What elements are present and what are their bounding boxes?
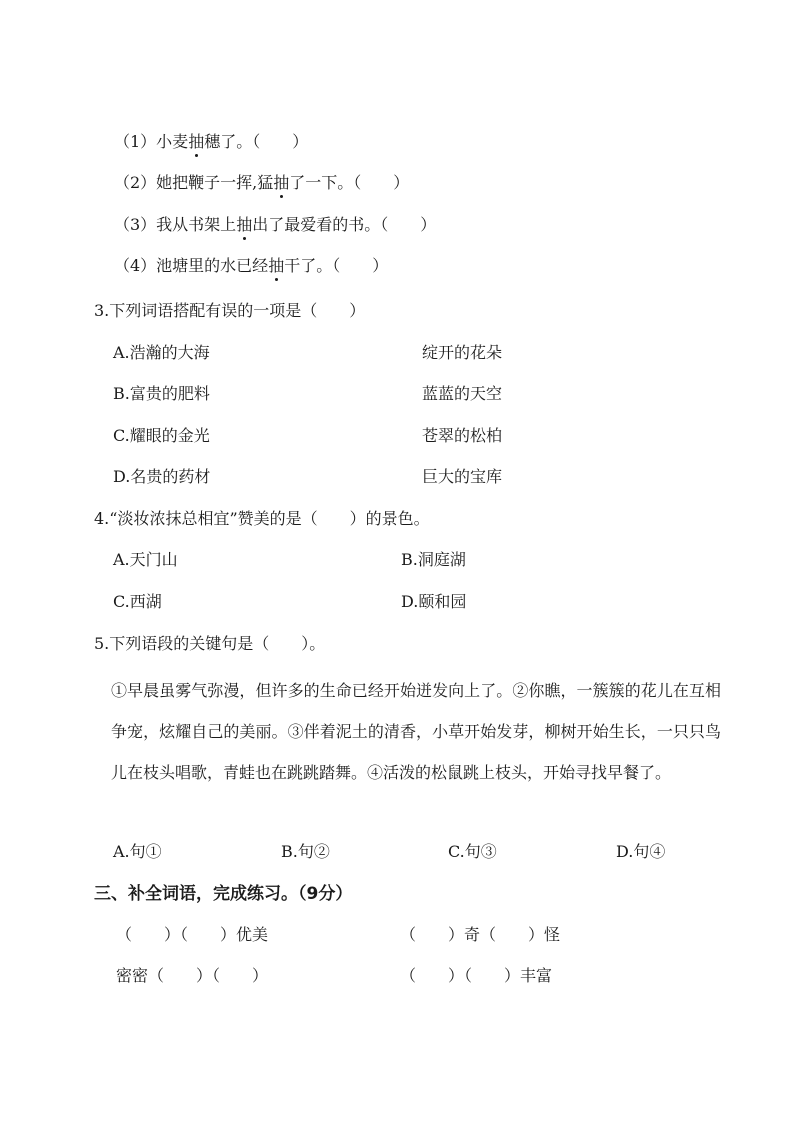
q2-item-2 [114, 173, 409, 193]
q3-option-a-pair: 绽开的花朵 [422, 343, 503, 362]
q5-stem: 5.下列语段的关键句是（ ）。 [94, 634, 326, 653]
q2-item-3 [114, 215, 436, 235]
q3-stem: 3.下列词语搭配有误的一项是（ ） [94, 301, 366, 320]
q3-option-c-pair: 苍翠的松柏 [422, 426, 503, 445]
q2-item-3-marked-char: 抽 [236, 215, 253, 234]
q4-option-b: B.洞庭湖 [401, 550, 466, 569]
q2-item-4-post: 干了。（ ） [284, 256, 389, 275]
section-3-item-4: （ ）（ ）丰富 [400, 966, 553, 985]
q5-option-d: D.句④ [616, 842, 666, 861]
q3-option-b: B.富贵的肥料 [113, 384, 210, 403]
q2-item-4 [114, 256, 388, 276]
q5-passage: ①早晨虽雾气弥漫，但许多的生命已经开始迸发向上了。②你瞧，一簇簇的花儿在互相争宠，炫耀自己的美丽。③伴着泥土的清香，小草开始发芽，柳树开始生长，一只只鸟儿在枝头唱歌，青蛙也在跳跳踏舞。④活泼的松鼠跳上枝头，开始寻找早餐了。 [111, 681, 721, 782]
q4-option-a: A.天门山 [113, 550, 178, 569]
q2-item-1-marked-char: 抽 [188, 132, 205, 151]
q3-option-a: A.浩瀚的大海 [113, 343, 210, 362]
section-3-item-1: （ ）（ ）优美 [116, 925, 269, 944]
section-3-heading: 三、补全词语，完成练习。（9分） [94, 884, 353, 904]
q2-item-4-pre: （4）池塘里的水已经 [114, 256, 269, 275]
section-3-item-2: （ ）奇（ ）怪 [400, 925, 561, 944]
q4-option-c: C.西湖 [113, 592, 162, 611]
section-3-item-3: 密密（ ）（ ） [116, 966, 269, 985]
q2-item-2-post: 了一下。（ ） [289, 173, 410, 192]
q3-option-d: D.名贵的药材 [113, 467, 211, 486]
q2-item-1-pre: （1）小麦 [114, 132, 189, 151]
q3-option-b-pair: 蓝蓝的天空 [422, 384, 503, 403]
q3-option-d-pair: 巨大的宝库 [422, 467, 503, 486]
q5-option-c: C.句③ [448, 842, 497, 861]
q4-option-d: D.颐和园 [401, 592, 467, 611]
q4-stem: 4.“淡妆浓抹总相宜”赞美的是（ ）的景色。 [94, 509, 430, 528]
q2-item-1 [114, 132, 308, 152]
q2-item-2-pre: （2）她把鞭子一挥,猛 [114, 173, 274, 192]
q5-option-b: B.句② [281, 842, 330, 861]
q2-item-3-pre: （3）我从书架上 [114, 215, 237, 234]
q2-item-1-post: 穗了。（ ） [204, 132, 309, 151]
q2-item-3-post: 出了最爱看的书。（ ） [252, 215, 437, 234]
q2-item-4-marked-char: 抽 [268, 256, 285, 275]
q3-option-c: C.耀眼的金光 [113, 426, 210, 445]
q2-item-2-marked-char: 抽 [273, 173, 290, 192]
q5-option-a: A.句① [113, 842, 162, 861]
